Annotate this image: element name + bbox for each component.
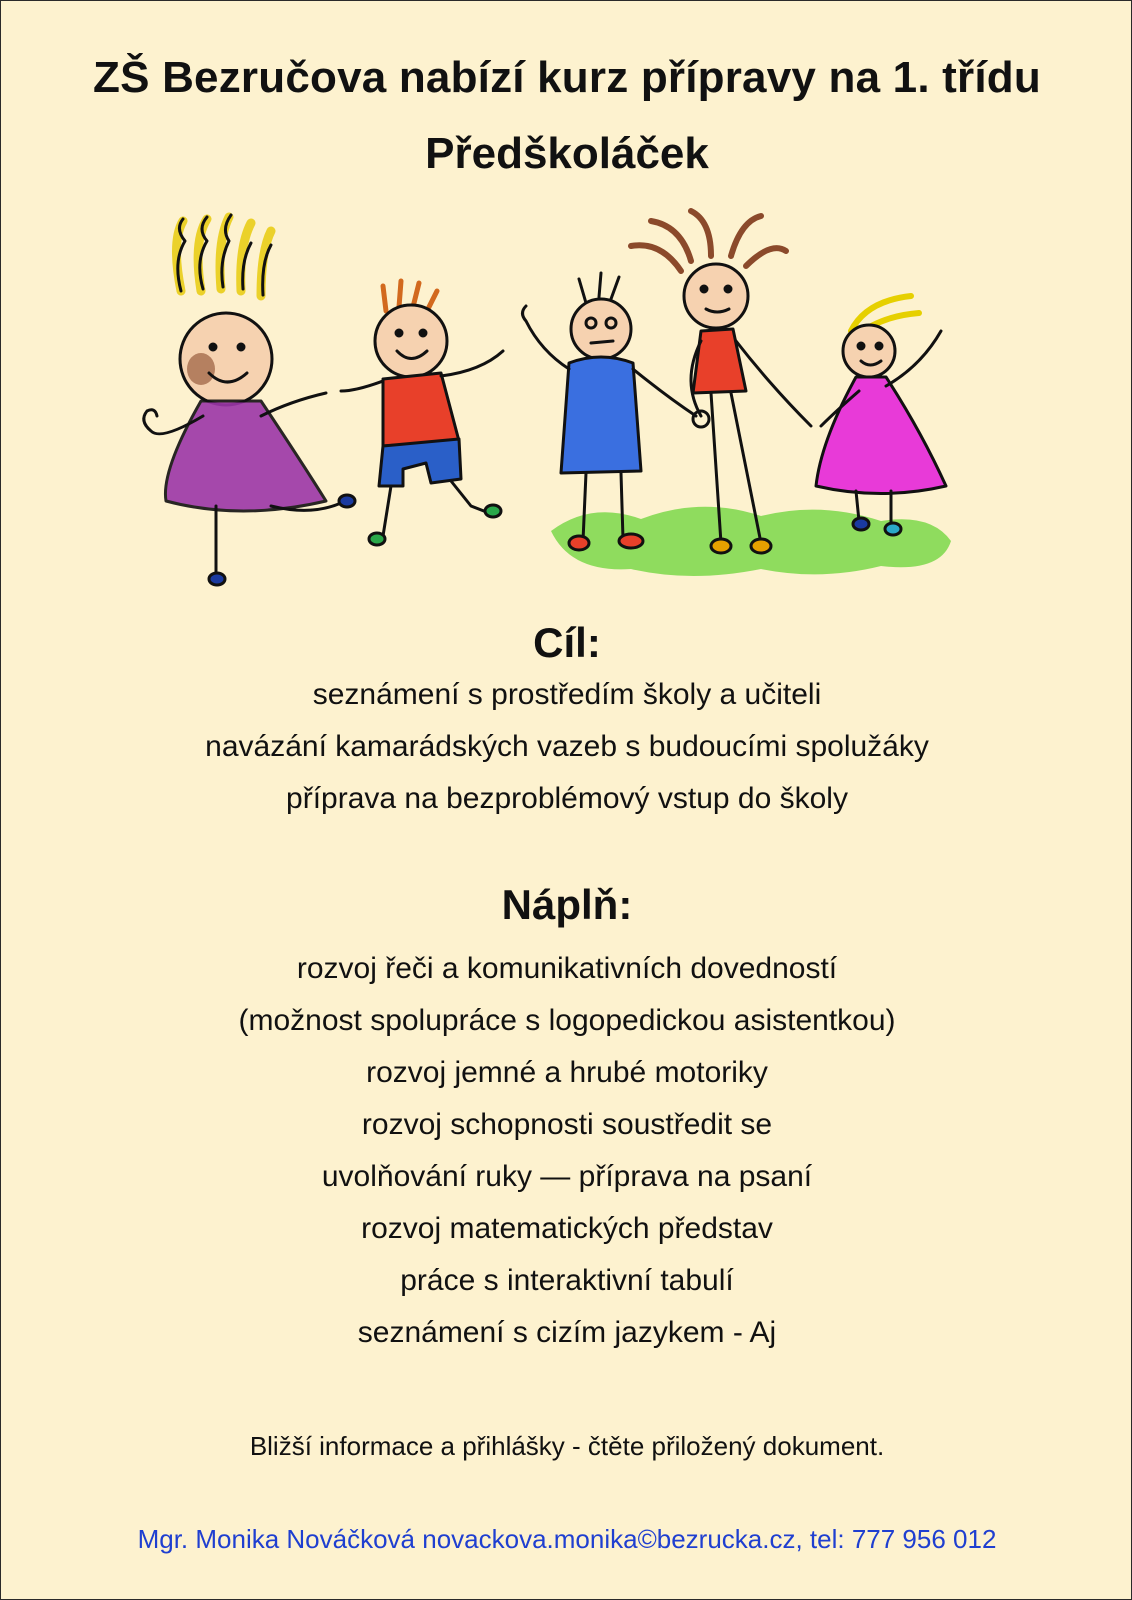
goal-list bbox=[1, 669, 1132, 825]
girl-pink-dress-figure bbox=[816, 296, 946, 535]
content-list bbox=[1, 943, 1132, 1359]
content-item: rozvoj matematických představ bbox=[361, 1212, 773, 1245]
content-item: (možnost spolupráce s logopedickou asistentkou) bbox=[238, 1004, 896, 1037]
content-item: rozvoj schopnosti soustředit se bbox=[361, 1108, 773, 1141]
boy-red-shirt-figure bbox=[341, 281, 503, 545]
content-section bbox=[1, 881, 1132, 929]
goal-heading: Cíl: bbox=[533, 619, 601, 666]
girl-yellow-hair-figure bbox=[144, 215, 355, 585]
children-illustration bbox=[121, 201, 1001, 621]
kid-brown-hair-figure bbox=[631, 211, 811, 553]
content-item: práce s interaktivní tabulí bbox=[400, 1264, 734, 1297]
goal-item: seznámení s prostředím školy a učiteli bbox=[312, 678, 822, 711]
goal-item: příprava na bezproblémový vstup do školy bbox=[286, 782, 848, 815]
contact-line: Mgr. Monika Nováčková novackova.monika©bezrucka.cz, tel: 777 956 012 bbox=[137, 1524, 997, 1554]
content-item: rozvoj jemné a hrubé motoriky bbox=[366, 1056, 768, 1089]
content-heading: Náplň: bbox=[501, 881, 633, 928]
content-item: rozvoj řeči a komunikativních dovedností bbox=[296, 952, 838, 985]
content-item: uvolňování ruky — příprava na psaní bbox=[321, 1160, 813, 1193]
poster-title: ZŠ Bezručova nabízí kurz přípravy na 1. třídu bbox=[93, 53, 1041, 102]
poster-subtitle: Předškoláček bbox=[425, 129, 709, 178]
goal-section bbox=[1, 619, 1132, 667]
goal-item: navázání kamarádských vazeb s budoucími spolužáky bbox=[205, 730, 929, 763]
content-item: seznámení s cizím jazykem - Aj bbox=[357, 1316, 777, 1349]
info-note: Bližší informace a přihlášky - čtěte přiložený dokument. bbox=[249, 1431, 885, 1461]
